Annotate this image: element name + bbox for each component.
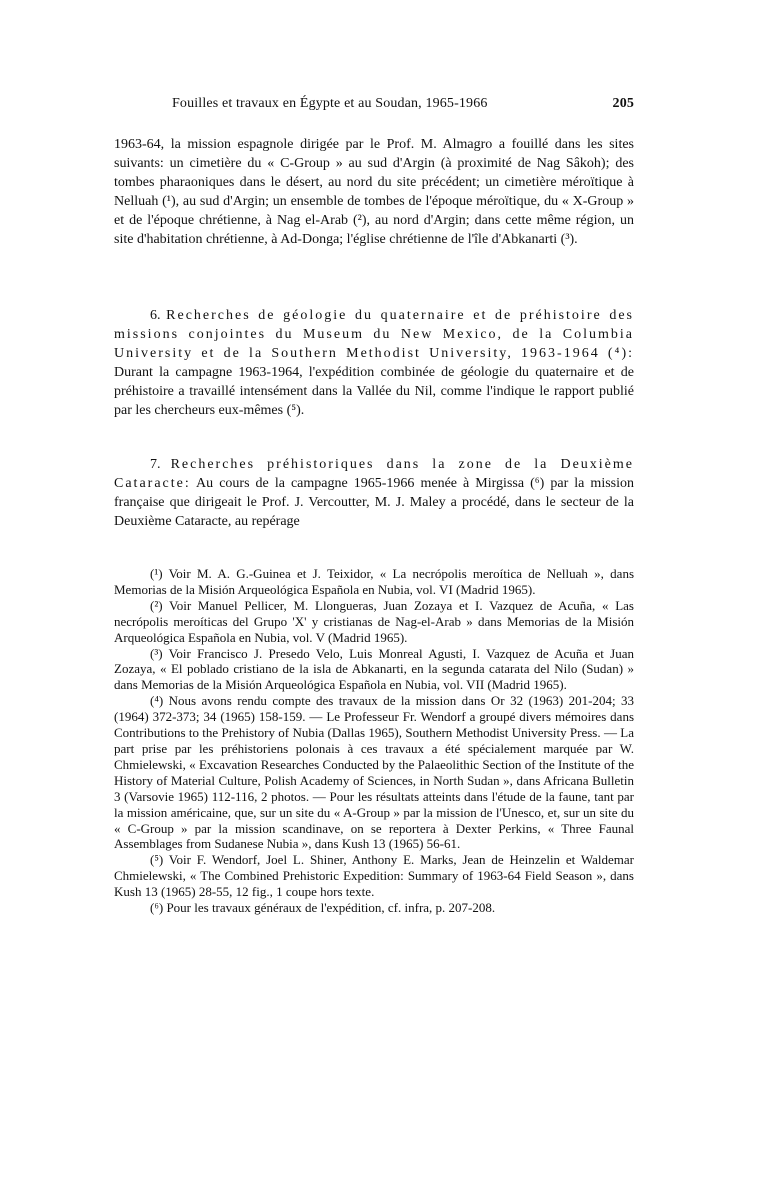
section-text: Durant la campagne 1963-1964, l'expédition combinée de géologie du quaternaire et de préhistoire a travaillé intensément dans la Vallée du Nil, comme l'indique le rapport publié par les chercheurs eux-mêmes (⁵).	[114, 365, 634, 418]
page-number: 205	[612, 96, 634, 111]
paragraph-section-7	[114, 455, 634, 531]
footnote-4: (⁴) Nous avons rendu compte des travaux de la mission dans Or 32 (1963) 201-204; 33 (1964) 372-373; 34 (1965) 158-159. — Le Professeur Fr. Wendorf a groupé divers mémoires dans Contributions to the Prehistory of Nubia (Dallas 1965), Southern Methodist University Press. — La part prise par les préhistoriens polonais à ces travaux a été spécialement marquée par W. Chmielewski, « Excavation Researches Conducted by the Palaeolithic Section of the Institute of the History of Material Culture, Polish Academy of Sciences, in North Sudan », dans Africana Bulletin 3 (Varsovie 1965) 112-116, 2 photos. — Pour les résultats atteints dans l'étude de la faune, tant par la mission américaine, que, sur un site du « A-Group » par la mission de l'Unesco, et, sur un site du « C-Group » par la mission scandinave, on se reportera à Dexter Perkins, « Three Faunal Assemblages from Sudanese Nubia », dans Kush 13 (1965) 56-61.	[114, 693, 634, 852]
footnote-5: (⁵) Voir F. Wendorf, Joel L. Shiner, Anthony E. Marks, Jean de Heinzelin et Waldemar Chmielewski, « The Combined Prehistoric Expedition: Summary of 1963-64 Field Season », dans Kush 13 (1965) 28-55, 12 fig., 1 coupe hors texte.	[114, 852, 634, 900]
footnote-1: (¹) Voir M. A. G.-Guinea et J. Teixidor, « La necrópolis meroítica de Nelluah », dans Memorias de la Misión Arqueológica Española en Nubia, vol. VI (Madrid 1965).	[114, 566, 634, 597]
footnotes	[114, 566, 634, 916]
running-header	[172, 96, 634, 112]
section-number: 6.	[150, 308, 161, 323]
section-heading: Recherches préhistoriques dans la zone de la Deuxième Cataracte:	[114, 457, 634, 491]
running-title: Fouilles et travaux en Égypte et au Soudan, 1965-1966	[172, 96, 488, 111]
paragraph-section-6	[114, 306, 634, 420]
paragraph-continuation: 1963-64, la mission espagnole dirigée par le Prof. M. Almagro a fouillé dans les sites suivants: un cimetière du « C-Group » au sud d'Argin (à proximité de Nag Sâkoh); des tombes pharaoniques dans le désert, au nord du site précédent; un cimetière méroïtique à Nelluah (¹), au sud d'Argin; un ensemble de tombes de l'époque méroïtique, du « X-Group » et de l'époque chrétienne, à Nag el-Arab (²), au nord d'Argin; dans cette même région, un site d'habitation chrétienne, à Ad-Donga; l'église chrétienne de l'île d'Abkanarti (³).	[114, 137, 634, 247]
footnote-2: (²) Voir Manuel Pellicer, M. Llongueras, Juan Zozaya et I. Vazquez de Acuña, « Las necrópolis meroíticas del Grupo 'X' y cristianas de Nag-el-Arab » dans Memorias de la Misión Arqueológica Española en Nubia, vol. V (Madrid 1965).	[114, 597, 634, 645]
footnote-6: (⁶) Pour les travaux généraux de l'expédition, cf. infra, p. 207-208.	[150, 900, 496, 916]
footnote-3: (³) Voir Francisco J. Presedo Velo, Luis Monreal Agusti, I. Vazquez de Acuña et Juan Zozaya, « El poblado cristiano de la isla de Abkanarti, en la segunda catarata del Nilo (Sudan) » dans Memorias de la Misión Arqueológica Española en Nubia, vol. VII (Madrid 1965).	[114, 645, 634, 693]
section-heading: Recherches de géologie du quaternaire et de préhistoire des missions conjointes du Museum du New Mexico, de la Columbia University et de la Southern Methodist University, 1963-1964 (⁴):	[114, 308, 634, 361]
section-text: Au cours de la campagne 1965-1966 menée à Mirgissa (⁶) par la mission française que dirigeait le Prof. J. Vercoutter, M. J. Maley a procédé, dans le secteur de la Deuxième Cataracte, au repérage	[114, 476, 634, 529]
section-number: 7.	[150, 457, 161, 472]
